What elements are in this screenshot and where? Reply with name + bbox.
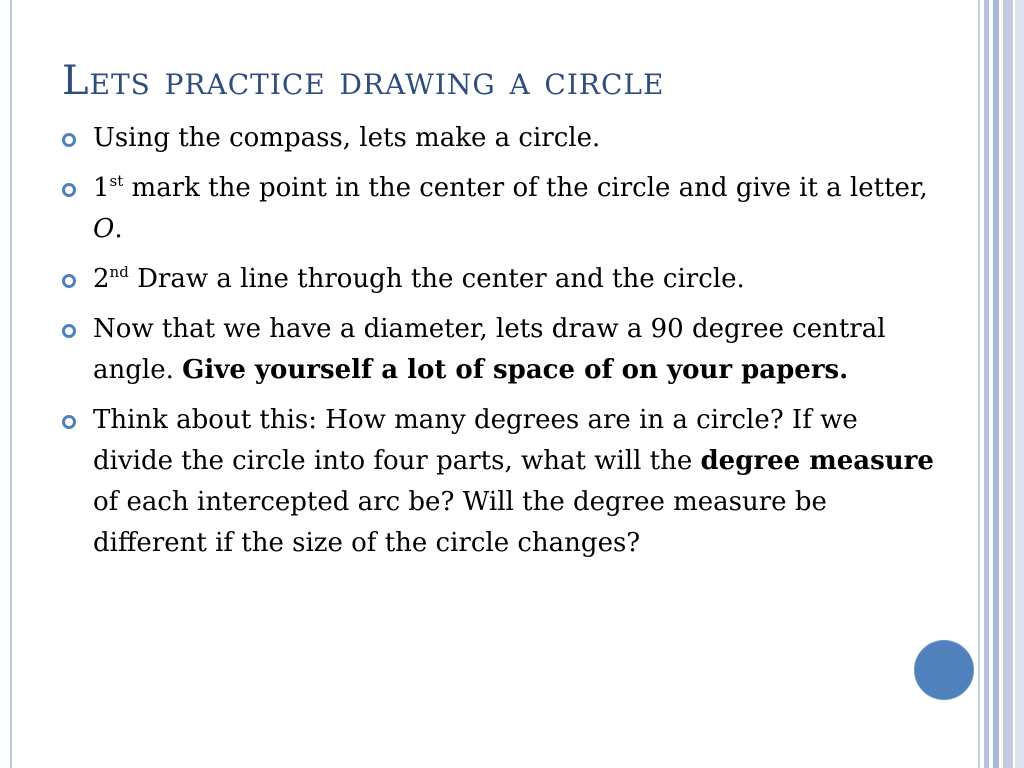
right-decor-stripe [984, 0, 989, 768]
right-decor-stripe [1003, 0, 1013, 768]
bullet-text: Using the compass, lets make a circle. [93, 123, 601, 153]
point-letter: O [93, 214, 115, 244]
right-decor-stripe [1015, 0, 1024, 768]
nav-circle-icon[interactable] [914, 640, 974, 700]
bullet-item [62, 118, 942, 159]
bullet-circle-icon [62, 324, 76, 338]
bullet-emphasis: Give yourself a lot of space of on your papers. [182, 355, 849, 385]
bullet-emphasis: degree measure [700, 446, 934, 476]
bullet-text-end: . [114, 214, 123, 244]
bullet-text-end: of each intercepted arc be? Will the degree measure be different if the size of the circle changes? [93, 487, 827, 558]
bullet-circle-icon [62, 183, 76, 197]
bullet-text: Now that we have a diameter, lets draw a 90 degree central angle. [93, 314, 886, 385]
bullet-text: Think about this: How many degrees are in a circle? If we divide the circle into four parts, what will the [93, 405, 858, 476]
bullet-list [62, 118, 942, 573]
ordinal-number: 2 [93, 264, 110, 294]
bullet-circle-icon [62, 133, 76, 147]
bullet-item [62, 168, 942, 250]
right-decor-stripe [993, 0, 999, 768]
bullet-text: mark the point in the center of the circle and give it a letter, [123, 173, 928, 203]
bullet-circle-icon [62, 274, 76, 288]
bullet-item [62, 309, 942, 391]
bullet-text: Draw a line through the center and the circle. [128, 264, 745, 294]
ordinal-number: 1 [93, 173, 110, 203]
bullet-item [62, 259, 942, 300]
bullet-item [62, 400, 942, 564]
slide-title: Lets practice drawing a circle [62, 58, 665, 104]
left-border-line [10, 0, 12, 768]
ordinal-suffix: nd [109, 263, 129, 281]
ordinal-suffix: st [109, 172, 124, 190]
bullet-circle-icon [62, 415, 76, 429]
right-decor-stripe [978, 0, 980, 768]
